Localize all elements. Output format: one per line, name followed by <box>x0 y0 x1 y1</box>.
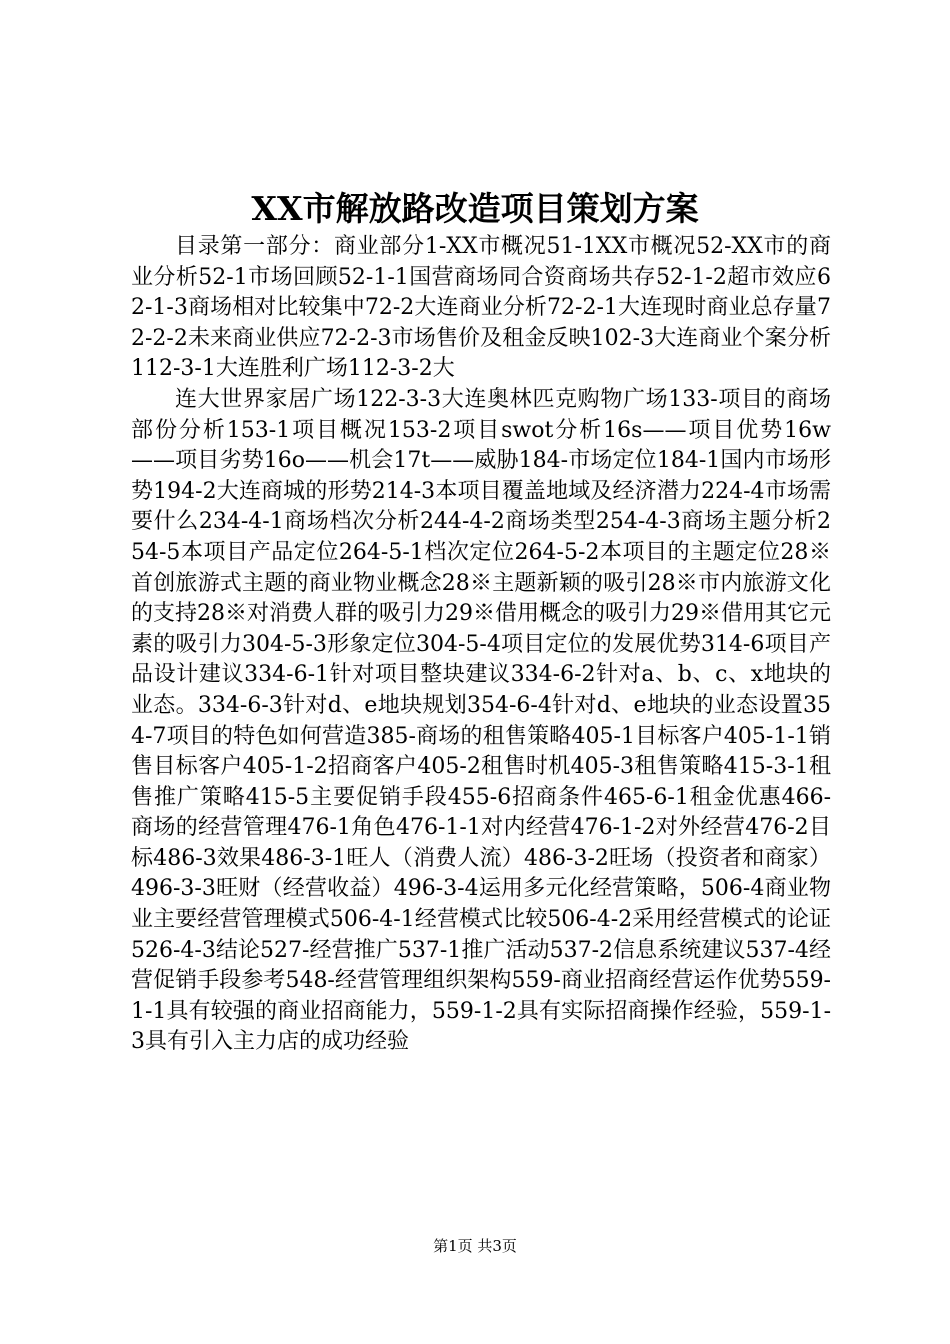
document-body <box>131 232 831 1058</box>
document-title: XX市解放路改造项目策划方案 <box>251 189 699 228</box>
paragraph-2: 连大世界家居广场122-3-3大连奥林匹克购物广场133-项目的商场部份分析153-1项目概况153-2项目swot分析16s——项目优势16w——项目劣势16o——机会17t——威胁184-市场定位184-1国内市场形势194-2大连商城的形势214-3本项目覆盖地域及经济潜力224-4市场需要什么234-4-1商场档次分析244-4-2商场类型254-4-3商场主题分析254-5本项目产品定位264-5-1档次定位264-5-2本项目的主题定位28※首创旅游式主题的商业物业概念28※主题新颖的吸引28※市内旅游文化的支持28※对消费人群的吸引力29※借用概念的吸引力29※借用其它元素的吸引力304-5-3形象定位304-5-4项目定位的发展优势314-6项目产品设计建议334-6-1针对项目整块建议334-6-2针对a、b、c、x地块的业态。334-6-3针对d、e地块规划354-6-4针对d、e地块的业态设置354-7项目的特色如何营造385-商场的租售策略405-1目标客户405-1-1销售目标客户405-1-2招商客户405-2租售时机405-3租售策略415-3-1租售推广策略415-5主要促销手段455-6招商条件465-6-1租金优惠466-商场的经营管理476-1角色476-1-1对内经营476-1-2对外经营476-2目标486-3效果486-3-1旺人（消费人流）486-3-2旺场（投资者和商家）496-3-3旺财（经营收益）496-3-4运用多元化经营策略，506-4商业物业主要经营管理模式506-4-1经营模式比较506-4-2采用经营模式的论证526-4-3结论527-经营推广537-1推广活动537-2信息系统建议537-4经营促销手段参考548-经营管理组织架构559-商业招商经营运作优势559-1-1具有较强的商业招商能力，559-1-2具有实际招商操作经验，559-1-3具有引入主力店的成功经验 <box>131 386 831 1055</box>
page-footer: 第1页 共3页 <box>433 1237 517 1255</box>
paragraph-1: 目录第一部分：商业部分1-XX市概况51-1XX市概况52-XX市的商业分析52-1市场回顾52-1-1国营商场同合资商场共存52-1-2超市效应62-1-3商场相对比较集中72-2大连商业分析72-2-1大连现时商业总存量72-2-2未来商业供应72-2-3市场售价及租金反映102-3大连商业个案分析112-3-1大连胜利广场112-3-2大 <box>131 234 831 382</box>
